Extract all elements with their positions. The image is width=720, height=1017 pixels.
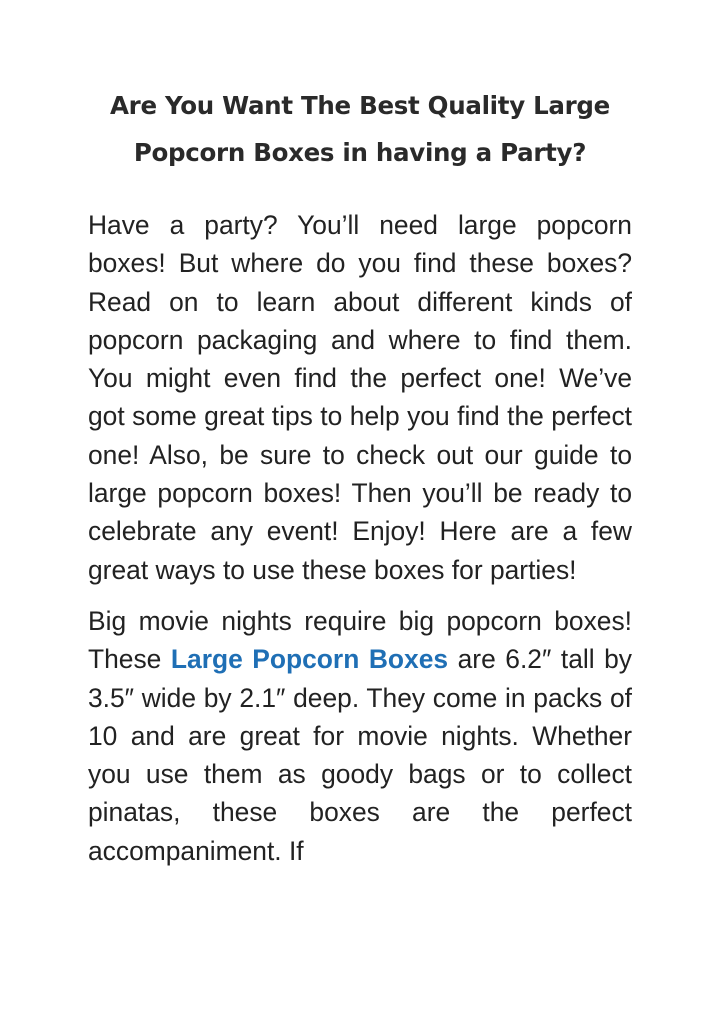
paragraph-text-after-link: are 6.2″ tall by 3.5″ wide by 2.1″ deep. They come in packs of 10 and are great for movie nights. Whether you use them as goody bags or to collect pinatas, these boxes are the perfect accompaniment. If [88,644,632,866]
body-paragraph-movie-nights [88,602,632,870]
body-paragraph-intro: Have a party? You’ll need large popcorn boxes! But where do you find these boxes? Read on to learn about different kinds of popcorn packaging and where to find them. You might even find the perfect one! We’ve got some great tips to help you find the perfect one! Also, be sure to check out our guide to large popcorn boxes! Then you’ll be ready to celebrate any event! Enjoy! Here are a few great ways to use these boxes for parties! [88,210,632,585]
large-popcorn-boxes-link[interactable]: Large Popcorn Boxes [170,644,449,675]
document-title: Are You Want The Best Quality Large Popcorn Boxes in having a Party? [110,91,610,167]
paragraph-text-before-link: Big movie nights require big popcorn boxes! These [88,605,632,675]
document-page [88,82,632,870]
